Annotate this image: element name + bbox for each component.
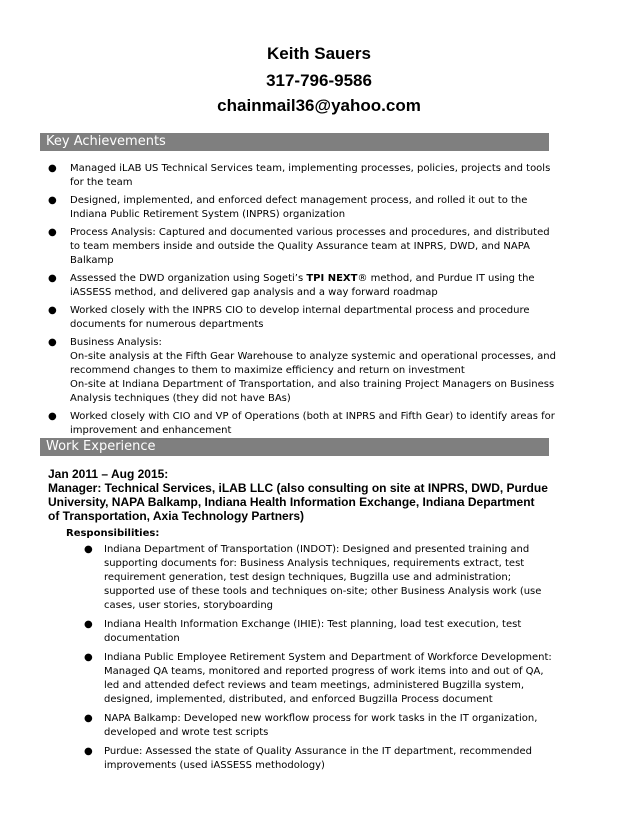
bullet-icon: ●: [48, 337, 57, 348]
responsibilities-list: [82, 543, 554, 778]
job-dates: Jan 2011 – Aug 2015:: [48, 467, 169, 481]
key-achievements-list: [40, 162, 556, 442]
job-title: Manager: Technical Services, iLAB LLC (also consulting on site at INPRS, DWD, Purdue University, NAPA Balkamp, Indiana Health Information Exchange, Indiana Department of Transportation, Axia Technology Partners): [48, 481, 548, 523]
list-item: ● Indiana Health Information Exchange (IHIE): Test planning, load test execution, test documentation: [84, 619, 522, 644]
candidate-name: Keith Sauers: [267, 44, 371, 63]
list-item: ● Worked closely with the INPRS CIO to develop internal departmental process and procedure documents for numerous departments: [48, 305, 530, 330]
list-item: ● Indiana Department of Transportation (INDOT): Designed and presented training and supporting documents for: Business Analysis techniques, requirements extract, test requirement generation, test design techniques, Bugzilla use and administration; supported use of these tools and techniques on-site; other Business Analysis work (use cases, user stories, storyboarding: [84, 544, 542, 611]
bullet-icon: ●: [48, 411, 57, 422]
work-experience-title: Work Experience: [46, 439, 156, 454]
list-item: ● Assessed the DWD organization using Sogeti’s TPI NEXT® method, and Purdue IT using the iASSESS method, and delivered gap analysis and a way forward roadmap: [48, 273, 535, 298]
list-item: ● Process Analysis: Captured and documented various processes and procedures, and distributed to team members inside and outside the Quality Assurance team at INPRS, DWD, and NAPA Balkamp: [48, 227, 550, 266]
list-item: ● Managed iLAB US Technical Services team, implementing processes, policies, projects and tools for the team: [48, 163, 551, 188]
bullet-icon: ●: [84, 746, 93, 757]
list-item: ● Indiana Public Employee Retirement System and Department of Workforce Development: Managed QA teams, monitored and reported progress of work items into and out of QA, led and attended defect reviews and team meetings, administered Bugzilla system, designed, implemented, distributed, and enforced Bugzilla Process document: [84, 652, 552, 705]
bullet-icon: ●: [48, 273, 57, 284]
bullet-icon: ●: [48, 163, 57, 174]
bullet-icon: ●: [48, 227, 57, 238]
list-item: ● NAPA Balkamp: Developed new workflow process for work tasks in the IT organization, developed and wrote test scripts: [84, 713, 538, 738]
list-item: ● Business Analysis: On-site analysis at the Fifth Gear Warehouse to analyze systemic and operational processes, and recommend changes to them to maximize efficiency and return on investment On-site at Indiana Department of Transportation, and also training Project Managers on Business Analysis techniques (they did not have BAs): [48, 337, 556, 404]
candidate-phone: 317-796-9586: [266, 71, 372, 90]
list-item: ● Purdue: Assessed the state of Quality Assurance in the IT department, recommended improvements (used iASSESS methodology): [84, 746, 532, 771]
bullet-icon: ●: [84, 544, 93, 555]
work-experience-header: [40, 438, 549, 456]
responsibilities-label: Responsibilities:: [66, 528, 160, 539]
candidate-email: chainmail36@yahoo.com: [217, 96, 421, 115]
bullet-icon: ●: [48, 195, 57, 206]
list-item: ● Worked closely with CIO and VP of Operations (both at INPRS and Fifth Gear) to identify areas for improvement and enhancement: [48, 411, 555, 436]
bullet-icon: ●: [84, 713, 93, 724]
bullet-icon: ●: [84, 619, 93, 630]
bullet-icon: ●: [84, 652, 93, 663]
key-achievements-title: Key Achievements: [46, 134, 166, 149]
bullet-icon: ●: [48, 305, 57, 316]
list-item: ● Designed, implemented, and enforced defect management process, and rolled it out to the Indiana Public Retirement System (INPRS) organization: [48, 195, 528, 220]
key-achievements-header: [40, 133, 549, 151]
